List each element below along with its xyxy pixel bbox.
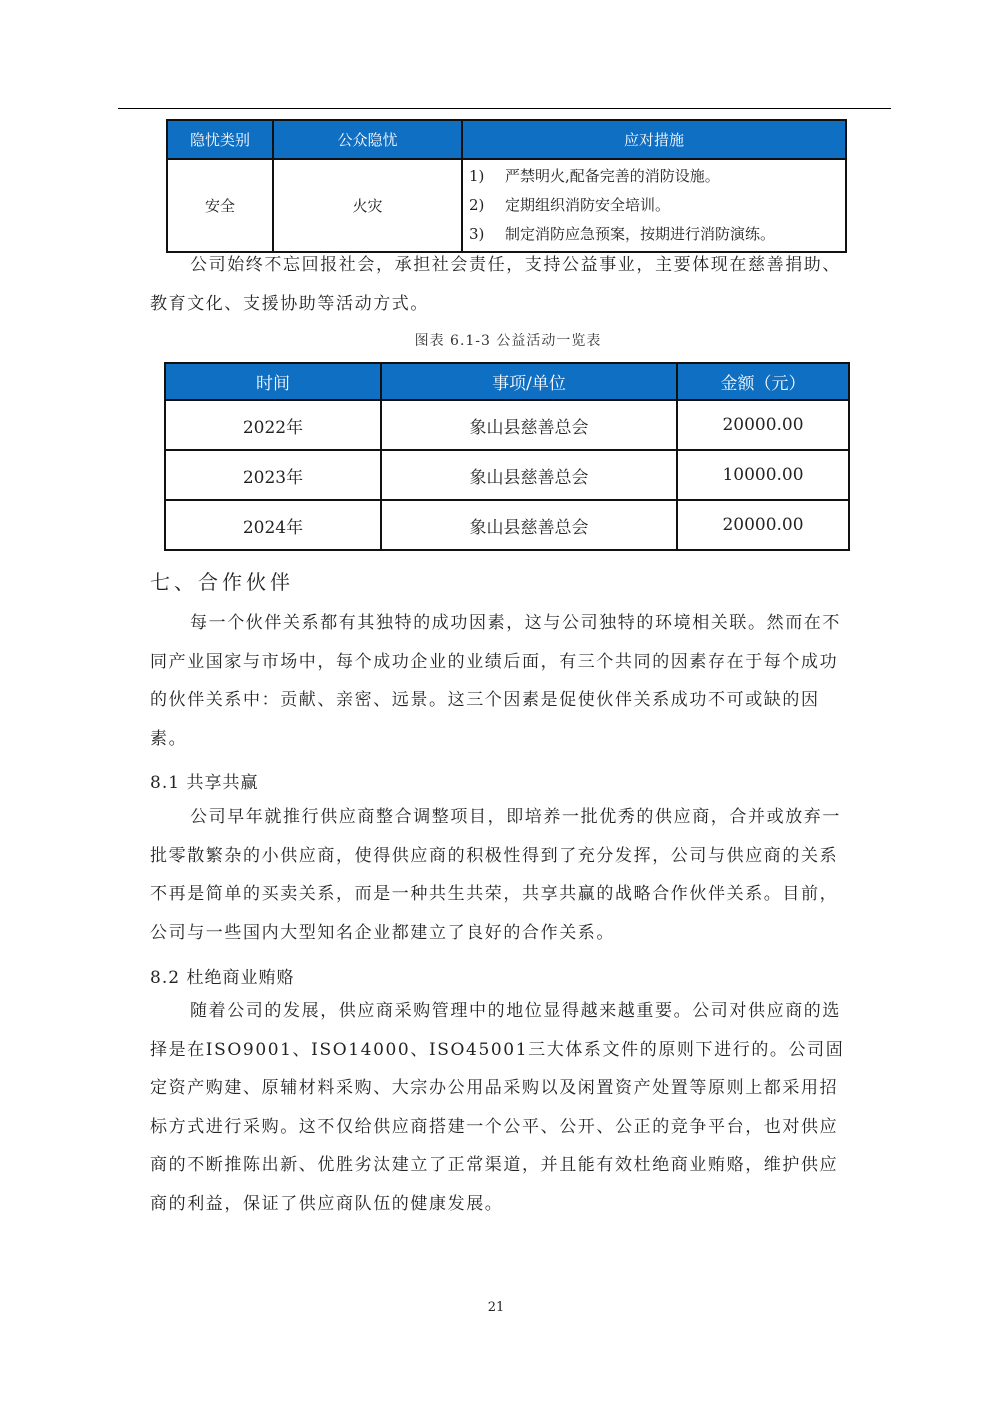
section-heading: 七、合作伙伴 <box>150 570 294 594</box>
section-paragraph: 公司早年就推行供应商整合调整项目，即培养一批优秀的供应商，合并或放弃一批零散繁杂的小供应商，使得供应商的积极性得到了充分发挥，公司与供应商的关系不再是简单的买卖关系，而是一种共生共荣，共享共赢的战略合作伙伴关系。目前，公司与一些国内大型知名企业都建立了良好的合作关系。 <box>150 807 841 943</box>
time-cell: 2023年 <box>165 450 381 500</box>
unit-cell: 象山县慈善总会 <box>381 500 677 550</box>
header-cell: 金额（元） <box>677 363 849 400</box>
measure-item: 3) 制定消防应急预案，按期进行消防演练。 <box>469 225 776 243</box>
section-paragraph: 每一个伙伴关系都有其独特的成功因素，这与公司独特的环境相关联。然而在不同产业国家与市场中，每个成功企业的业绩后面，有三个共同的因素存在于每个成功的伙伴关系中：贡献、亲密、远景。这三个因素是促使伙伴关系成功不可或缺的因素。 <box>150 613 841 749</box>
table-row <box>165 500 849 550</box>
intro-paragraph: 公司始终不忘回报社会，承担社会责任，支持公益事业，主要体现在慈善捐助、教育文化、支援协助等活动方式。 <box>150 255 841 314</box>
category-cell: 安全 <box>167 159 273 252</box>
unit-cell: 象山县慈善总会 <box>381 400 677 450</box>
unit-cell: 象山县慈善总会 <box>381 450 677 500</box>
risk-table-header <box>167 120 846 159</box>
subsection-heading: 8.2 杜绝商业贿赂 <box>150 968 295 988</box>
amount-cell: 10000.00 <box>677 450 849 500</box>
header-rule <box>118 108 891 109</box>
header-cell: 应对措施 <box>462 120 846 159</box>
table-row <box>165 400 849 450</box>
risk-table <box>166 119 847 253</box>
amount-cell: 20000.00 <box>677 500 849 550</box>
table-row <box>165 450 849 500</box>
charity-table <box>164 362 850 551</box>
amount-cell: 20000.00 <box>677 400 849 450</box>
page-number: 21 <box>487 1300 505 1315</box>
charity-table-header <box>165 363 849 400</box>
header-cell: 公众隐忧 <box>273 120 462 159</box>
measures-cell <box>462 159 846 252</box>
time-cell: 2024年 <box>165 500 381 550</box>
header-cell: 时间 <box>165 363 381 400</box>
measure-item: 1) 严禁明火,配备完善的消防设施。 <box>469 167 720 185</box>
header-cell: 隐忧类别 <box>167 120 273 159</box>
measure-item: 2) 定期组织消防安全培训。 <box>469 196 671 214</box>
table-row <box>167 159 846 252</box>
concern-cell: 火灾 <box>273 159 462 252</box>
header-cell: 事项/单位 <box>381 363 677 400</box>
subsection-heading: 8.1 共享共赢 <box>150 773 259 793</box>
section-paragraph: 随着公司的发展，供应商采购管理中的地位显得越来越重要。公司对供应商的选择是在ISO9001、ISO14000、ISO45001三大体系文件的原则下进行的。公司固定资产购建、原辅材料采购、大宗办公用品采购以及闲置资产处置等原则上都采用招标方式进行采购。这不仅给供应商搭建一个公平、公开、公正的竞争平台，也对供应商的不断推陈出新、优胜劣汰建立了正常渠道，并且能有效杜绝商业贿赂，维护供应商的利益，保证了供应商队伍的健康发展。 <box>150 1001 845 1214</box>
time-cell: 2022年 <box>165 400 381 450</box>
table-caption: 图表 6.1-3 公益活动一览表 <box>414 333 602 349</box>
